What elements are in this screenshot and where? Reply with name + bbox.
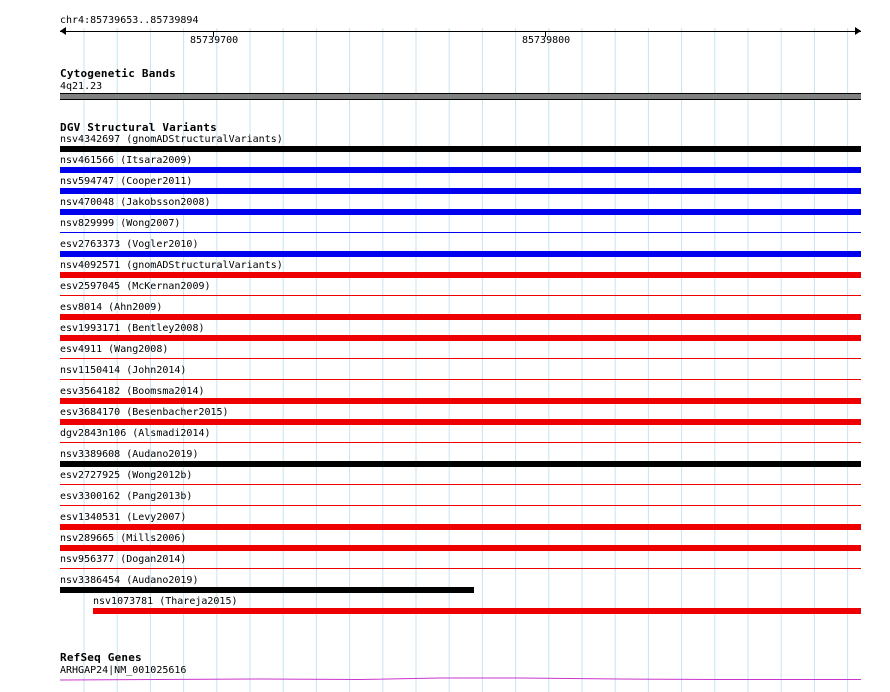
variant-feature-bar[interactable] [60,461,861,467]
variant-label: esv4911 (Wang2008) [60,344,169,355]
variant-label: esv3300162 (Pang2013b) [60,491,193,502]
variant-label: esv3564182 (Boomsma2014) [60,386,205,397]
variant-feature-bar[interactable] [60,314,861,320]
variant-feature-bar[interactable] [60,272,861,278]
variant-feature-bar[interactable] [60,379,861,380]
variant-label: nsv1150414 (John2014) [60,365,187,376]
variant-label: esv3684170 (Besenbacher2015) [60,407,229,418]
variant-label: nsv829999 (Wong2007) [60,218,181,229]
variant-feature-bar[interactable] [60,167,861,173]
refseq-gene-feature[interactable] [60,676,861,684]
variant-feature-bar[interactable] [60,398,861,404]
variant-feature-bar[interactable] [60,232,861,233]
ruler-tick-label: 85739700 [190,35,239,46]
variant-feature-bar[interactable] [60,335,861,341]
variant-label: esv1340531 (Levy2007) [60,512,187,523]
variant-label: nsv289665 (Mills2006) [60,533,187,544]
variant-label: dgv2843n106 (Alsmadi2014) [60,428,211,439]
variant-label: nsv956377 (Dogan2014) [60,554,187,565]
variant-feature-bar[interactable] [60,442,861,443]
variant-label: nsv470048 (Jakobsson2008) [60,197,211,208]
variant-label: nsv461566 (Itsara2009) [60,155,193,166]
variant-feature-bar[interactable] [60,419,861,425]
ruler-tick-label: 85739800 [522,35,571,46]
variant-feature-bar[interactable] [60,209,861,215]
variant-feature-bar[interactable] [60,251,861,257]
variant-label: nsv4092571 (gnomADStructuralVariants) [60,260,283,271]
variant-feature-bar[interactable] [93,608,861,614]
variant-label: esv2597045 (McKernan2009) [60,281,211,292]
variant-label: nsv594747 (Cooper2011) [60,176,193,187]
cytoband-track-title: Cytogenetic Bands [60,67,176,80]
location-label: chr4:85739653..85739894 [60,15,199,26]
refseq-track-title: RefSeq Genes [60,651,142,664]
variant-label: nsv1073781 (Thareja2015) [93,596,238,607]
variant-feature-bar[interactable] [60,146,861,152]
variant-feature-bar[interactable] [60,545,861,551]
variant-feature-bar[interactable] [60,524,861,530]
variant-label: esv8014 (Ahn2009) [60,302,163,313]
variant-label: esv2763373 (Vogler2010) [60,239,199,250]
variant-feature-bar[interactable] [60,188,861,194]
variant-label: nsv4342697 (gnomADStructuralVariants) [60,134,283,145]
variant-feature-bar[interactable] [60,484,861,485]
variant-feature-bar[interactable] [60,568,861,569]
variant-feature-bar[interactable] [60,505,861,506]
cytoband-feature[interactable] [60,93,861,100]
cytoband-label: 4q21.23 [60,81,103,92]
variant-label: nsv3389608 (Audano2019) [60,449,199,460]
scroll-right-arrow-icon[interactable] [855,27,861,35]
variant-label: esv2727925 (Wong2012b) [60,470,193,481]
dgv-track-title: DGV Structural Variants [60,121,217,134]
variant-label: nsv3386454 (Audano2019) [60,575,199,586]
refseq-gene-label: ARHGAP24|NM_001025616 [60,665,187,676]
ruler-axis [60,31,861,32]
variant-feature-bar[interactable] [60,358,861,359]
variant-label: esv1993171 (Bentley2008) [60,323,205,334]
variant-feature-bar[interactable] [60,295,861,296]
variant-feature-bar[interactable] [60,587,474,593]
